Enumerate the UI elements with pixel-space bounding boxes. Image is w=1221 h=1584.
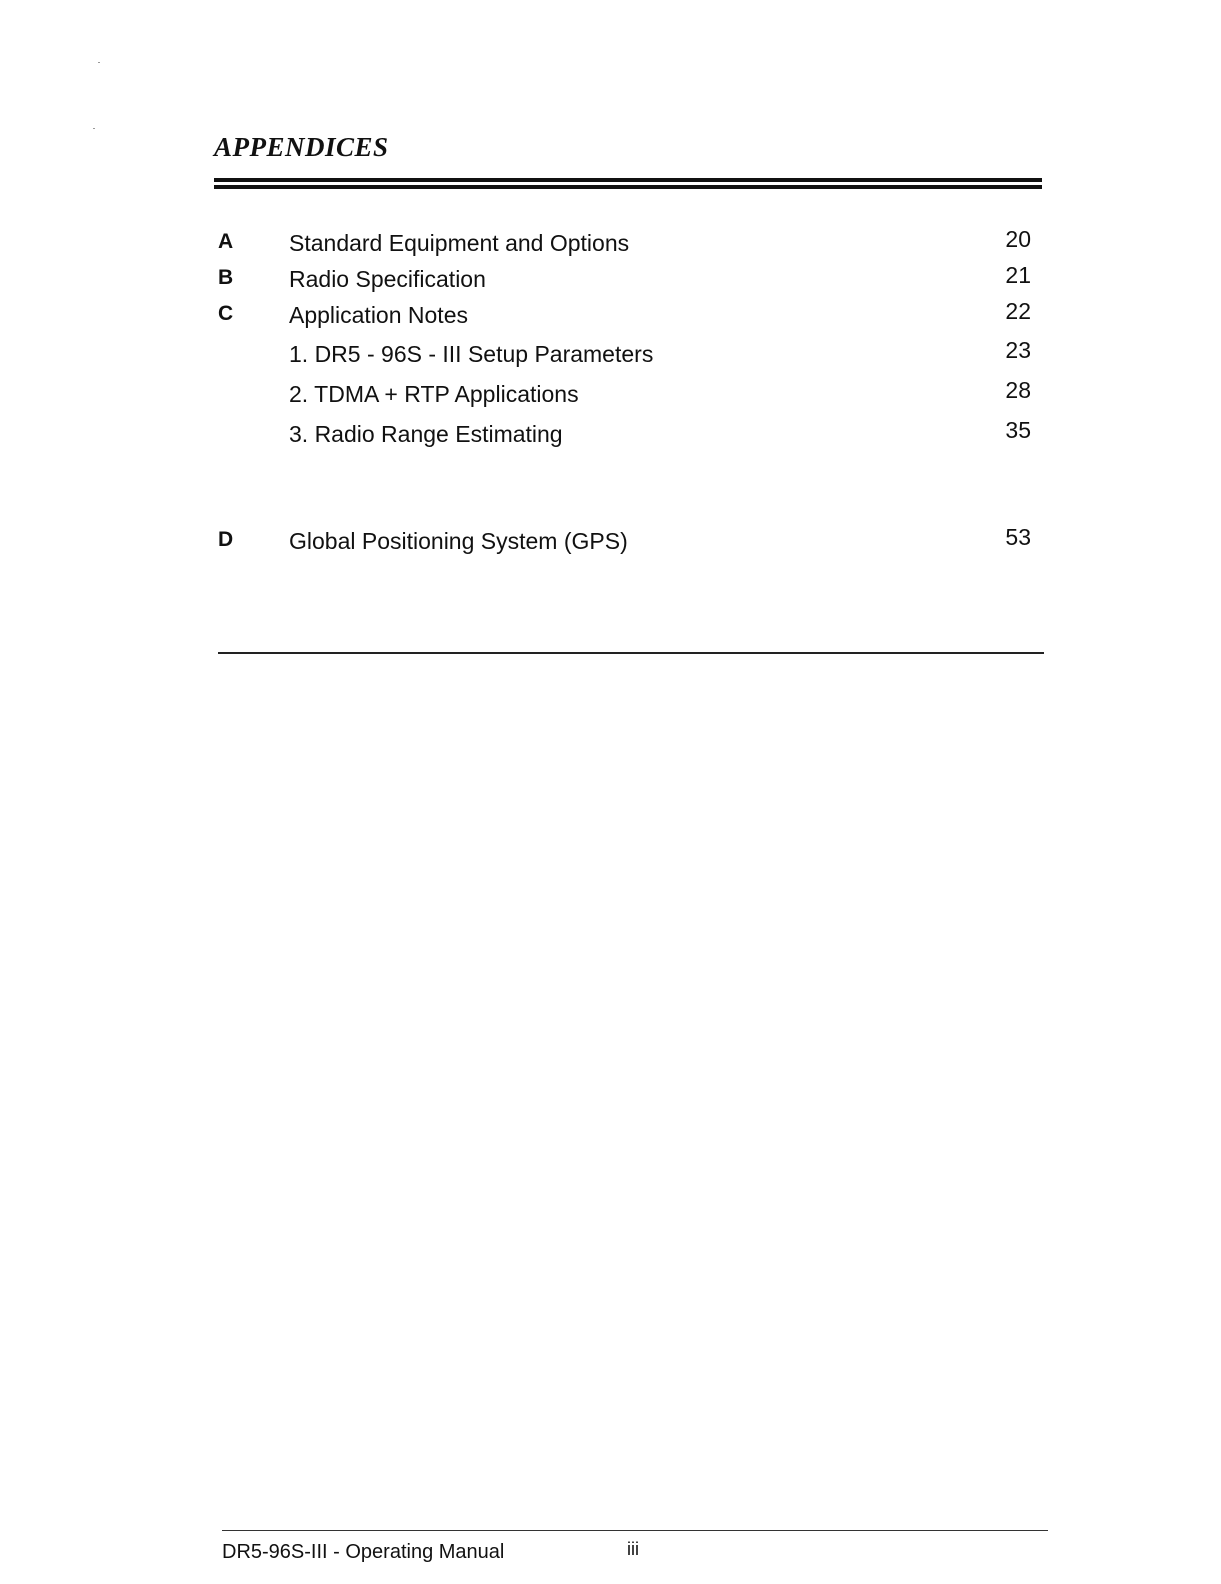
toc-entry-page: 53 bbox=[1005, 524, 1031, 550]
toc-entry-c[interactable] bbox=[0, 298, 1221, 332]
toc-entry-letter: B bbox=[218, 266, 234, 289]
toc-entry-d[interactable] bbox=[0, 524, 1221, 558]
toc-entry-title: 2. TDMA + RTP Applications bbox=[289, 381, 579, 407]
toc-entry-page: 21 bbox=[1005, 262, 1031, 288]
toc-entry-page: 28 bbox=[1005, 377, 1031, 403]
toc-entry-title: Radio Specification bbox=[289, 266, 486, 292]
footer-manual-title: DR5-96S-III - Operating Manual bbox=[222, 1541, 505, 1563]
toc-entry-page: 23 bbox=[1005, 337, 1031, 363]
title-rule-lower bbox=[214, 185, 1042, 189]
toc-entry-c3[interactable] bbox=[0, 417, 1221, 451]
page-title: APPENDICES bbox=[214, 132, 389, 162]
scan-speck bbox=[98, 62, 100, 63]
toc-entry-page: 22 bbox=[1005, 298, 1031, 324]
footer-rule bbox=[222, 1530, 1048, 1531]
toc-entry-letter: D bbox=[218, 528, 234, 551]
toc-entry-title: 1. DR5 - 96S - III Setup Parameters bbox=[289, 341, 654, 367]
toc-entry-page: 35 bbox=[1005, 417, 1031, 443]
toc-entry-letter: C bbox=[218, 302, 234, 325]
toc-entry-title: Standard Equipment and Options bbox=[289, 230, 630, 256]
title-rule-upper bbox=[214, 178, 1042, 182]
section-end-rule bbox=[218, 652, 1044, 654]
scan-speck bbox=[93, 128, 95, 129]
footer-page-number: iii bbox=[627, 1539, 639, 1559]
toc-entry-title: Global Positioning System (GPS) bbox=[289, 528, 628, 554]
toc-entry-a[interactable] bbox=[0, 226, 1221, 260]
toc-entry-title: Application Notes bbox=[289, 302, 468, 328]
toc-entry-c1[interactable] bbox=[0, 337, 1221, 371]
toc-entry-page: 20 bbox=[1005, 226, 1031, 252]
toc-entry-b[interactable] bbox=[0, 262, 1221, 296]
toc-entry-c2[interactable] bbox=[0, 377, 1221, 411]
toc-entry-title: 3. Radio Range Estimating bbox=[289, 421, 563, 447]
toc-entry-letter: A bbox=[218, 230, 234, 253]
